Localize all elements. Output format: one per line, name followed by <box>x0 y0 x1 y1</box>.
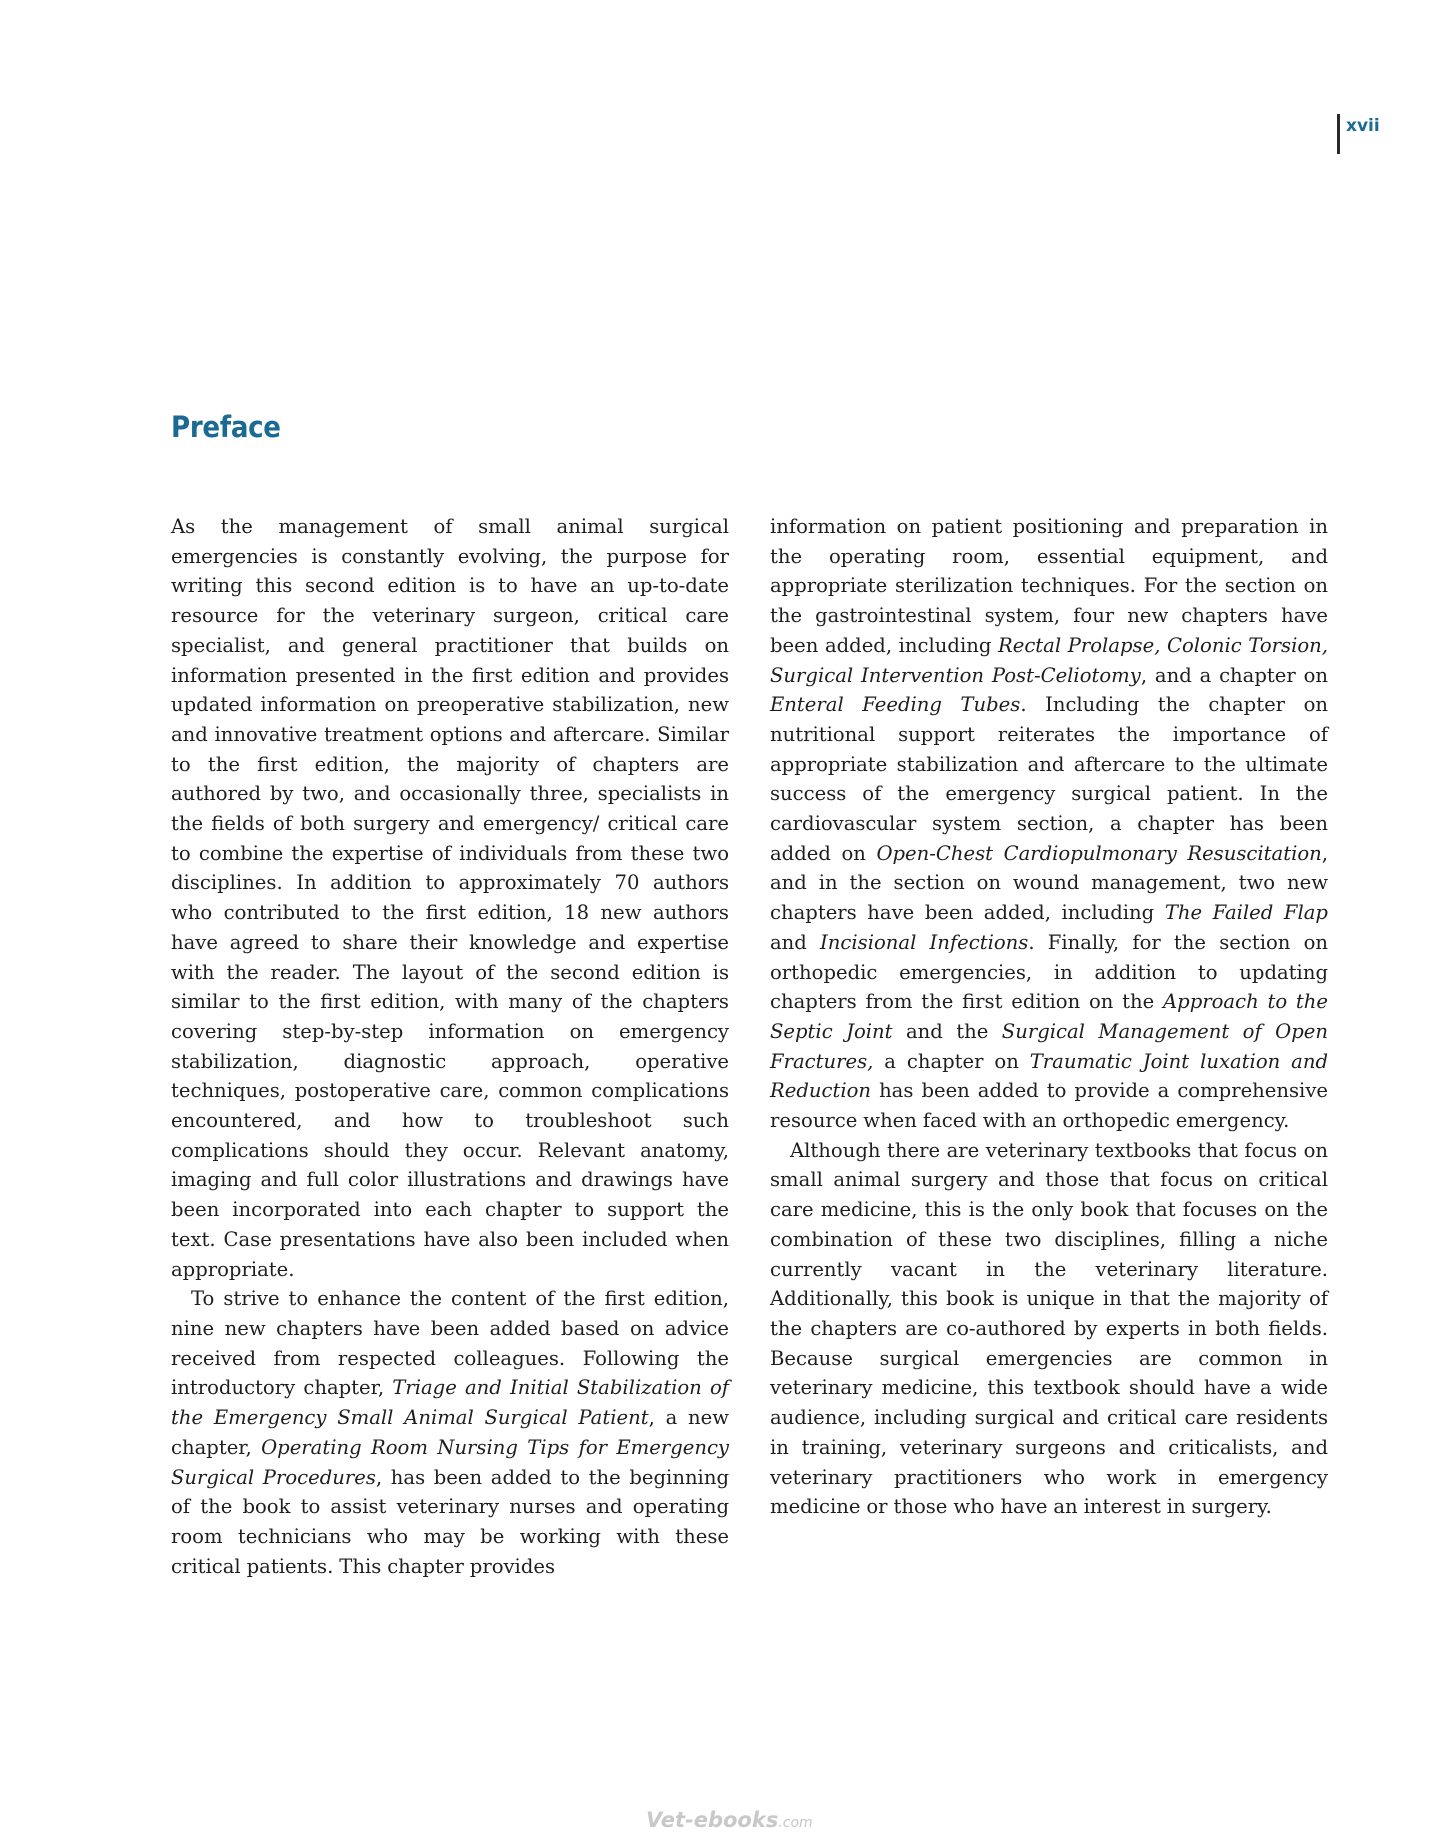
paragraph-closing: Although there are veterinary textbooks that focus on small animal surgery and those that focus on critical care medicine, this is the only book that focuses on the combination of these two disciplines, filling a niche currently vacant in the veterinary literature. Additionally, this book is unique in that the majority of the chapters are co-authored by experts in both fields. Because surgical emergencies are common in veterinary medicine, this textbook should have a wide audience, including surgical and critical care residents in training, veterinary surgeons and criticalists, and veterinary practitioners who work in emergency medicine or those who have an interest in surgery. <box>770 1138 1328 1519</box>
chapter-title: Rectal Prolapse, Colonic Torsion, Surgical Intervention Post-Celiotomy <box>770 633 1328 687</box>
page-number-rule <box>1337 114 1340 154</box>
chapter-title: The Failed Flap <box>1164 901 1328 925</box>
watermark-logo: Vet-ebooks.com <box>646 1808 813 1832</box>
page-title: Preface <box>171 410 281 444</box>
chapter-title: Open-Chest Cardiopulmonary Resuscitation <box>876 841 1322 865</box>
chapter-title: Operating Room Nursing Tips for Emergency Surgical Procedures <box>171 1435 729 1489</box>
chapter-title: Triage and Initial Stabilization of the Emergency Small Animal Surgical Patient <box>171 1376 729 1430</box>
chapter-title: Incisional Infections <box>820 930 1029 954</box>
page-number: xvii <box>1346 116 1380 136</box>
paragraph-new-chapters: To strive to enhance the content of the first edition, nine new chapters have been added based on advice received from respected colleagues. Following the introductory chapter, Triage and Initial Stabilization of the Emergency Small Animal Surgical Patient, a new chapter, Operating Room Nursing Tips for Emergency Surgical Procedures, has been added to the beginning of the book to assist veterinary nurses and operating room technicians who may be working with these critical patients. This chapter provides <box>171 1287 729 1578</box>
paragraph-intro: As the management of small animal surgical emergencies is constantly evolving, the purpose for writing this second edition is to have an up-to-date resource for the veterinary surgeon, critical care specialist, and general practitioner that builds on information presented in the first edition and provides updated information on preoperative stabilization, new and innovative treatment options and aftercare. Similar to the first edition, the majority of chapters are authored by two, and occasionally three, specialists in the fields of both surgery and emergency/ critical care to combine the expertise of individuals from these two disciplines. In addition to approximately 70 authors who contributed to the first edition, 18 new authors have agreed to share their knowledge and expertise with the reader. The layout of the second edition is similar to the first edition, with many of the chapters covering step-by-step information on emergency stabilization, diagnostic approach, operative techniques, postoperative care, common complications encountered, and how to troubleshoot such complications should they occur. Relevant anatomy, imaging and full color illustrations and drawings have been incorporated into each chapter to support the text. Case presentations have also been included when appropriate. <box>171 515 729 1281</box>
paragraph-continued: information on patient positioning and preparation in the operating room, essential equipment, and appropriate sterilization techniques. For the section on the gastrointestinal system, four new chapters have been added, including Rectal Prolapse, Colonic Torsion, Surgical Intervention Post-Celiotomy, and a chapter on Enteral Feeding Tubes. Including the chapter on nutritional support reiterates the importance of appropriate stabilization and aftercare to the ultimate success of the emergency surgical patient. In the cardiovascular system section, a chapter has been added on Open-Chest Cardiopulmonary Resuscitation, and in the section on wound management, two new chapters have been added, including The Failed Flap and Incisional Infections. Finally, for the section on orthopedic emergencies, in addition to updating chapters from the first edition on the Approach to the Septic Joint and the Surgical Management of Open Fractures, a chapter on Traumatic Joint luxation and Reduction has been added to provide a comprehensive resource when faced with an orthopedic emergency. <box>770 515 1329 1133</box>
chapter-title: Enteral Feeding Tubes <box>770 693 1021 717</box>
chapter-title: Surgical Management of Open Fractures, <box>770 1019 1328 1073</box>
right-column <box>770 512 1328 1522</box>
left-column <box>171 512 729 1581</box>
chapter-title: Approach to the Septic Joint <box>770 990 1328 1043</box>
chapter-title: Traumatic Joint luxation and Reduction <box>770 1049 1328 1103</box>
